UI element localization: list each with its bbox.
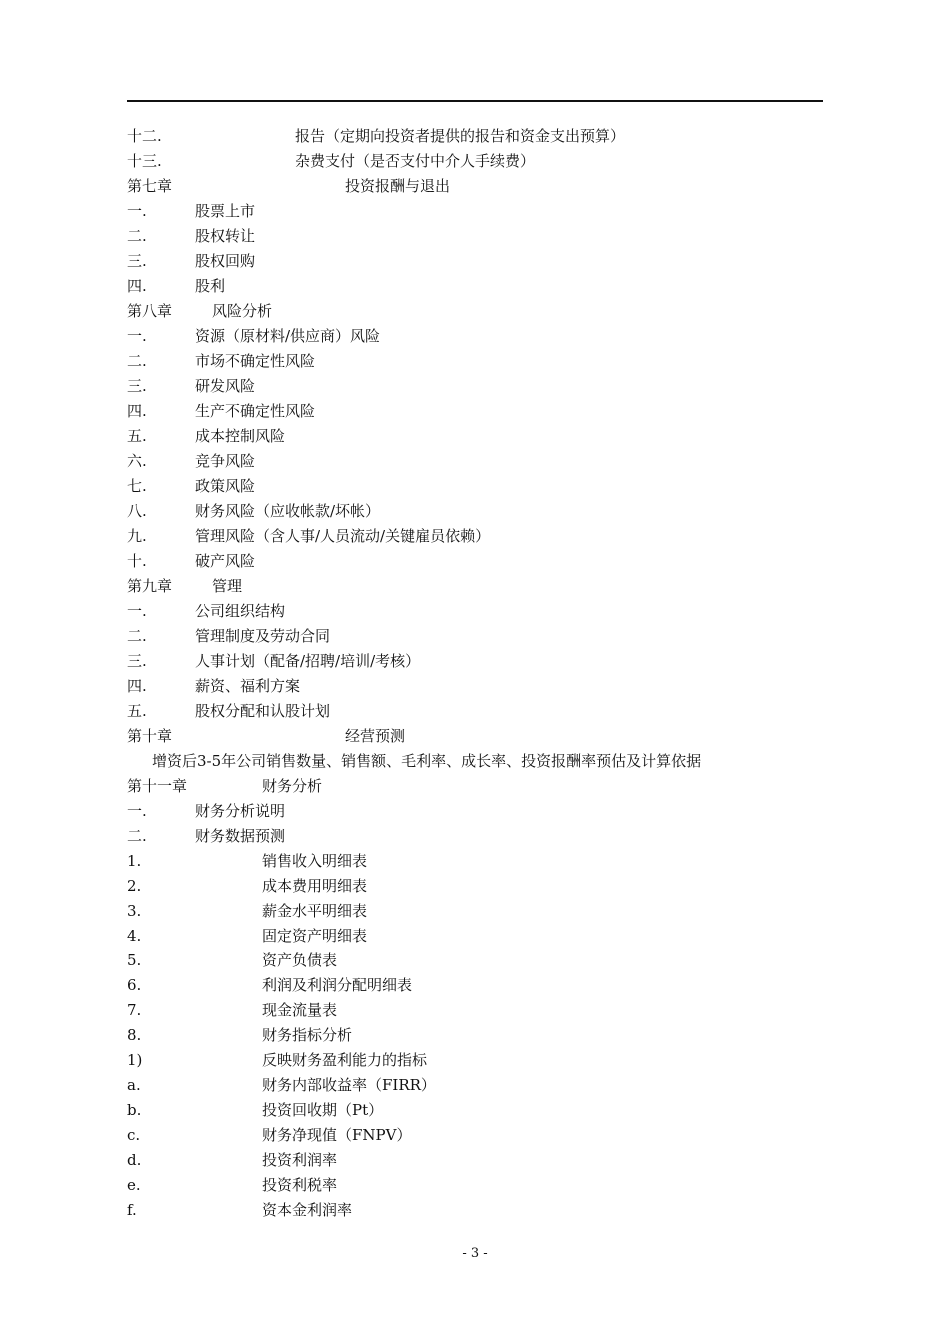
chapter-number: 第十章 xyxy=(127,727,173,745)
item-number: 十. xyxy=(127,552,147,570)
forecast-paragraph: 增资后3-5年公司销售数量、销售额、毛利率、成长率、投资报酬率预估及计算依据 xyxy=(152,752,702,770)
item-text: 现金流量表 xyxy=(262,1001,338,1019)
item-number: 7. xyxy=(127,1001,142,1019)
chapter-title: 管理 xyxy=(212,577,243,595)
item-number: d. xyxy=(127,1151,142,1169)
item-text: 财务指标分析 xyxy=(262,1026,353,1044)
item-text: 股权回购 xyxy=(195,252,256,270)
item-text: 销售收入明细表 xyxy=(262,852,368,870)
chapter-number: 第八章 xyxy=(127,302,173,320)
item-text: 财务风险（应收帐款/坏帐） xyxy=(195,502,381,520)
item-number: 8. xyxy=(127,1026,142,1044)
item-number: e. xyxy=(127,1176,141,1194)
item-number: 4. xyxy=(127,927,142,945)
item-text: 杂费支付（是否支付中介人手续费） xyxy=(295,152,536,170)
chapter-title: 风险分析 xyxy=(212,302,273,320)
item-text: 投资利税率 xyxy=(262,1176,338,1194)
header-rule xyxy=(127,100,823,102)
item-number: 2. xyxy=(127,877,142,895)
item-text: 投资回收期（Pt） xyxy=(262,1101,384,1119)
item-number: 十三. xyxy=(127,152,162,170)
item-text: 固定资产明细表 xyxy=(262,927,368,945)
item-number: 1) xyxy=(127,1051,143,1069)
item-text: 报告（定期向投资者提供的报告和资金支出预算） xyxy=(295,127,626,145)
item-text: 政策风险 xyxy=(195,477,256,495)
item-text: 反映财务盈利能力的指标 xyxy=(262,1051,428,1069)
chapter-number: 第九章 xyxy=(127,577,173,595)
item-text: 资产负债表 xyxy=(262,951,338,969)
item-text: 股权分配和认股计划 xyxy=(195,702,331,720)
chapter-title: 经营预测 xyxy=(345,727,406,745)
item-number: 5. xyxy=(127,951,142,969)
item-number: 6. xyxy=(127,976,142,994)
item-number: 六. xyxy=(127,452,147,470)
item-number: 二. xyxy=(127,827,147,845)
page-number: - 3 - xyxy=(462,1246,488,1261)
item-text: 利润及利润分配明细表 xyxy=(262,976,413,994)
item-number: 3. xyxy=(127,902,142,920)
item-number: 一. xyxy=(127,202,147,220)
item-text: 股票上市 xyxy=(195,202,256,220)
item-number: 三. xyxy=(127,377,147,395)
item-text: 成本控制风险 xyxy=(195,427,286,445)
item-text: 财务净现值（FNPV） xyxy=(262,1126,412,1144)
item-text: 财务内部收益率（FIRR） xyxy=(262,1076,436,1094)
item-text: 人事计划（配备/招聘/培训/考核） xyxy=(195,652,421,670)
item-number: 一. xyxy=(127,802,147,820)
chapter-title: 财务分析 xyxy=(262,777,323,795)
item-number: 二. xyxy=(127,627,147,645)
item-number: 四. xyxy=(127,402,147,420)
item-number: c. xyxy=(127,1126,141,1144)
item-number: f. xyxy=(127,1201,137,1219)
item-number: 四. xyxy=(127,677,147,695)
item-text: 资源（原材料/供应商）风险 xyxy=(195,327,381,345)
item-number: 一. xyxy=(127,327,147,345)
chapter-number: 第十一章 xyxy=(127,777,188,795)
item-number: 1. xyxy=(127,852,142,870)
item-number: 五. xyxy=(127,702,147,720)
item-number: 五. xyxy=(127,427,147,445)
item-text: 资本金利润率 xyxy=(262,1201,353,1219)
item-text: 投资利润率 xyxy=(262,1151,338,1169)
item-text: 研发风险 xyxy=(195,377,256,395)
item-number: 七. xyxy=(127,477,147,495)
item-text: 管理风险（含人事/人员流动/关键雇员依赖） xyxy=(195,527,491,545)
item-number: 三. xyxy=(127,652,147,670)
item-number: 十二. xyxy=(127,127,162,145)
chapter-number: 第七章 xyxy=(127,177,173,195)
item-number: 一. xyxy=(127,602,147,620)
item-text: 财务数据预测 xyxy=(195,827,286,845)
item-text: 生产不确定性风险 xyxy=(195,402,316,420)
item-text: 公司组织结构 xyxy=(195,602,286,620)
item-number: 四. xyxy=(127,277,147,295)
chapter-title: 投资报酬与退出 xyxy=(345,177,451,195)
item-number: 八. xyxy=(127,502,147,520)
item-text: 管理制度及劳动合同 xyxy=(195,627,331,645)
item-text: 竞争风险 xyxy=(195,452,256,470)
item-text: 成本费用明细表 xyxy=(262,877,368,895)
item-text: 股权转让 xyxy=(195,227,256,245)
item-number: b. xyxy=(127,1101,142,1119)
item-number: 三. xyxy=(127,252,147,270)
item-number: 二. xyxy=(127,352,147,370)
item-number: a. xyxy=(127,1076,141,1094)
item-text: 破产风险 xyxy=(195,552,256,570)
item-text: 市场不确定性风险 xyxy=(195,352,316,370)
item-text: 薪资、福利方案 xyxy=(195,677,301,695)
item-text: 薪金水平明细表 xyxy=(262,902,368,920)
item-text: 财务分析说明 xyxy=(195,802,286,820)
item-text: 股利 xyxy=(195,277,226,295)
item-number: 九. xyxy=(127,527,147,545)
item-number: 二. xyxy=(127,227,147,245)
